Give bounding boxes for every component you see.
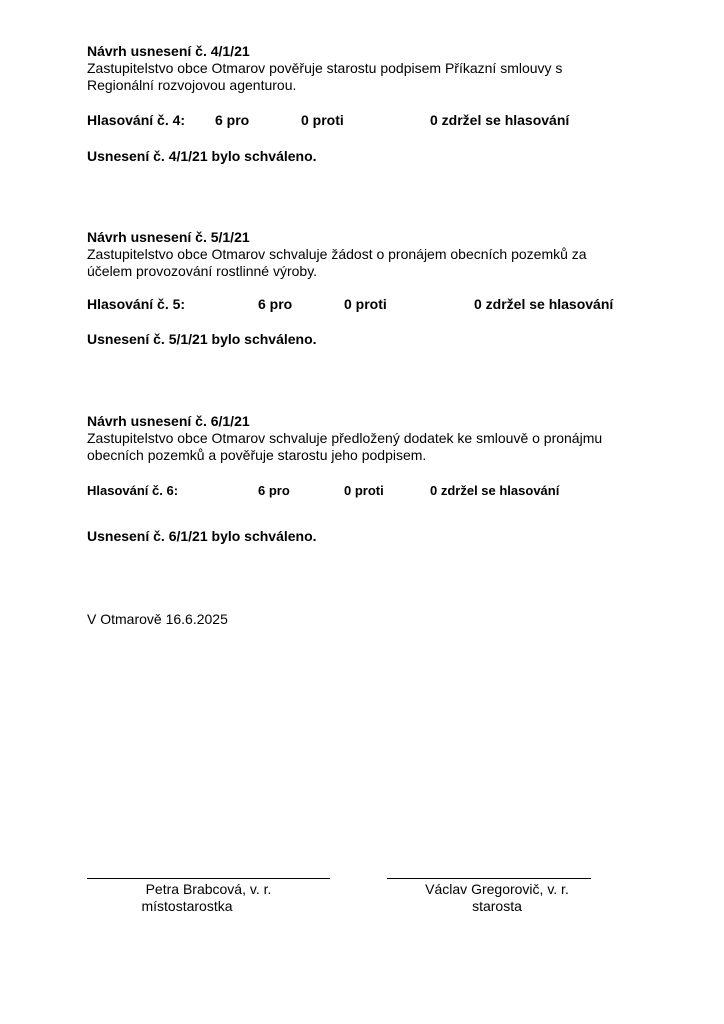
signature-line-left	[87, 878, 330, 879]
vote-6-label: Hlasování č. 6:	[87, 483, 179, 498]
resolution-5-text-line-2: účelem provozování rostlinné výroby.	[87, 263, 318, 279]
resolution-4-result: Usnesení č. 4/1/21 bylo schváleno.	[87, 148, 317, 164]
vote-6-proti: 0 proti	[344, 483, 384, 498]
vote-4-label: Hlasování č. 4:	[87, 112, 186, 128]
signature-name-right: Václav Gregorovič, v. r.	[425, 881, 569, 897]
vote-5-pro: 6 pro	[258, 296, 293, 312]
vote-5-zdrzel: 0 zdržel se hlasování	[474, 296, 614, 312]
signature-role-left: místostarostka	[141, 898, 233, 914]
place-date: V Otmarově 16.6.2025	[87, 611, 228, 627]
vote-6-pro: 6 pro	[258, 483, 290, 498]
resolution-5-heading: Návrh usnesení č. 5/1/21	[87, 229, 250, 245]
resolution-5-result: Usnesení č. 5/1/21 bylo schváleno.	[87, 331, 317, 347]
resolution-6-text-line-2: obecních pozemků a pověřuje starostu jeho podpisem.	[87, 447, 427, 463]
vote-4-proti: 0 proti	[301, 112, 344, 128]
resolution-6-result: Usnesení č. 6/1/21 bylo schváleno.	[87, 528, 317, 544]
vote-6-zdrzel: 0 zdržel se hlasování	[430, 483, 560, 498]
resolution-4-text-line-1: Zastupitelstvo obce Otmarov pověřuje starostu podpisem Příkazní smlouvy s	[87, 60, 563, 76]
signature-name-left: Petra Brabcová, v. r.	[145, 881, 272, 897]
resolution-4-text-line-2: Regionální rozvojovou agenturou.	[87, 77, 297, 93]
vote-4-zdrzel: 0 zdržel se hlasování	[430, 112, 570, 128]
resolution-6-heading: Návrh usnesení č. 6/1/21	[87, 413, 250, 429]
resolution-4-heading: Návrh usnesení č. 4/1/21	[87, 43, 250, 59]
signature-line-right	[387, 878, 591, 879]
vote-4-pro: 6 pro	[215, 112, 250, 128]
signature-role-right: starosta	[472, 898, 522, 914]
resolution-6-text-line-1: Zastupitelstvo obce Otmarov schvaluje předložený dodatek ke smlouvě o pronájmu	[87, 430, 603, 446]
vote-5-proti: 0 proti	[344, 296, 387, 312]
vote-5-label: Hlasování č. 5:	[87, 296, 186, 312]
resolution-5-text-line-1: Zastupitelstvo obce Otmarov schvaluje žádost o pronájem obecních pozemků za	[87, 246, 587, 262]
